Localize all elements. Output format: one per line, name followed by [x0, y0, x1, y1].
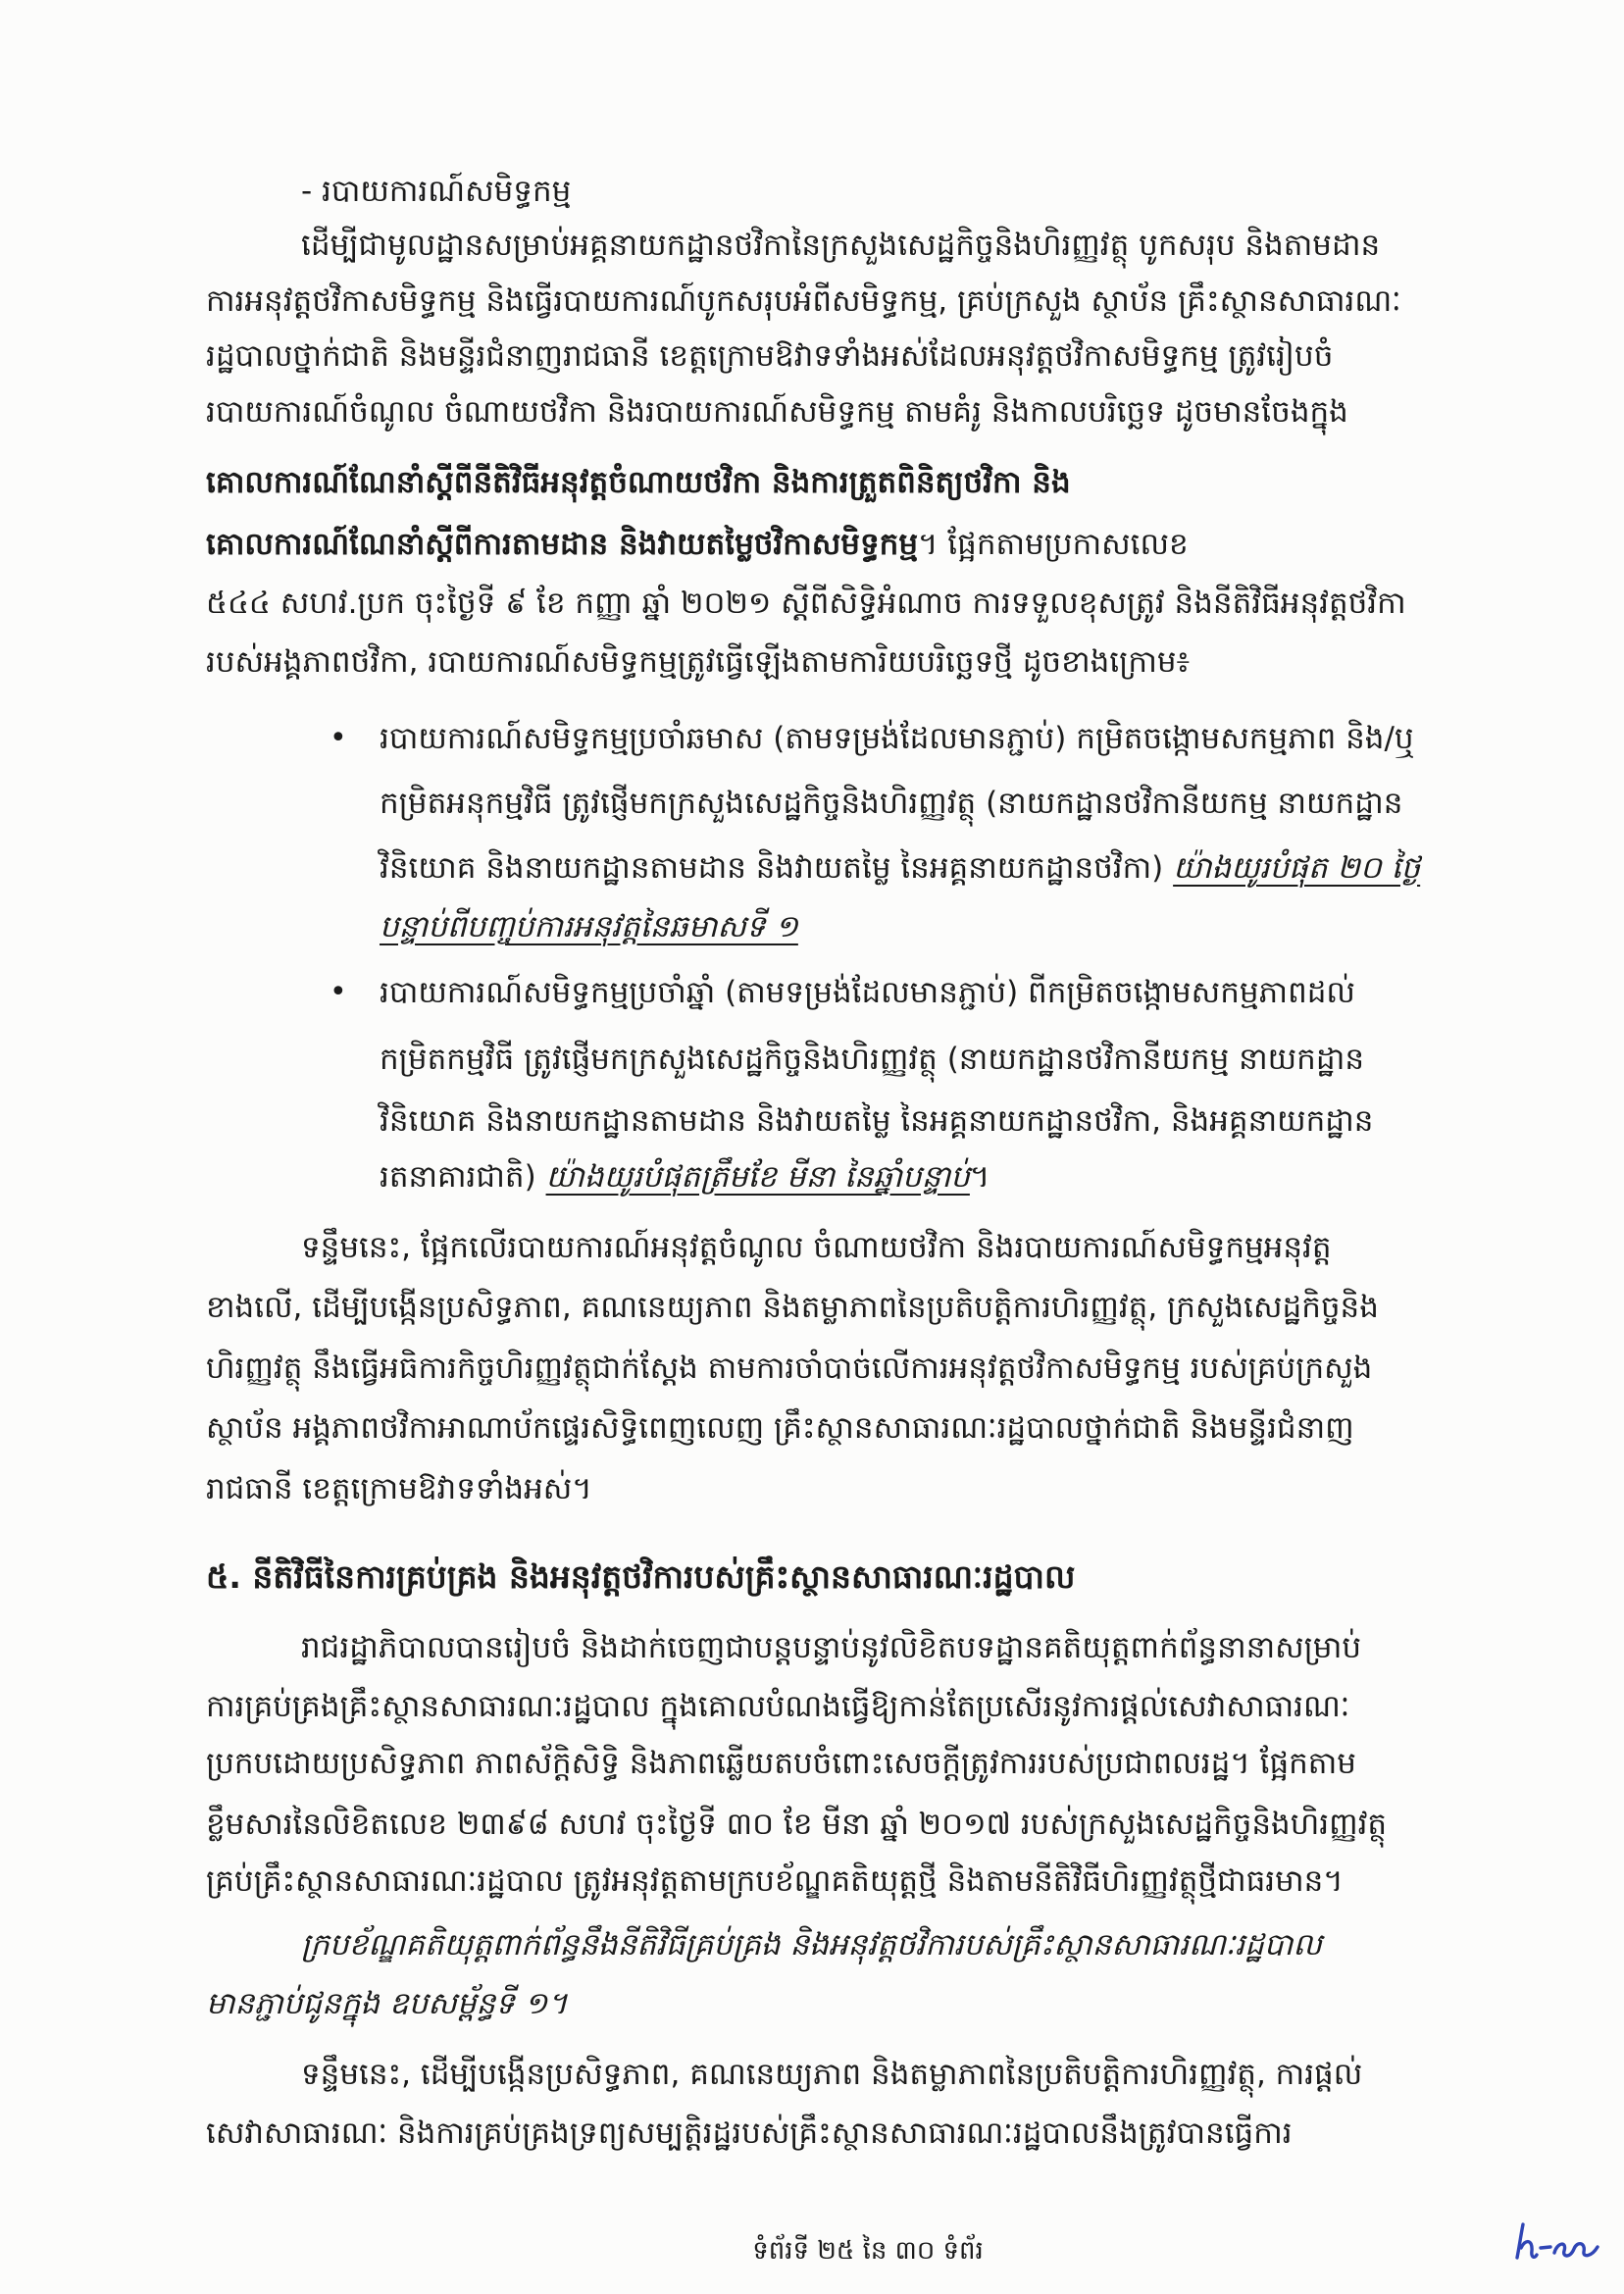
paragraph-line: របស់អង្គភាពថវិកា, របាយការណ៍សមិទ្ធកម្មត្រូវធ្វើឡើងតាមការិយបរិច្ឆេទថ្មី ដូចខាងក្រោម៖	[206, 644, 1191, 680]
paragraph-line: ស្ថាប័ន អង្គភាពថវិកាអាណាប័កផ្ទេរសិទ្ធិពេញលេញ គ្រឹះស្ថានសាធារណៈរដ្ឋបាលថ្នាក់ជាតិ និងមន្ទីរជំនាញ	[206, 1410, 1354, 1446]
handwritten-initials	[1508, 2218, 1602, 2268]
paragraph-line: ទន្ទឹមនេះ, ផ្អែកលើរបាយការណ៍អនុវត្តចំណូល ចំណាយថវិកា និងរបាយការណ៍សមិទ្ធកម្មអនុវត្ត	[301, 1230, 1332, 1265]
subsection-heading: - របាយការណ៍សមិទ្ធកម្ម	[301, 174, 572, 209]
paragraph-line: ខ្លឹមសារនៃលិខិតលេខ ២៣៩៨ សហវ ចុះថ្ងៃទី ៣០ ខែ មីនា ឆ្នាំ ២០១៧ របស់ក្រសួងសេដ្ឋកិច្ចនិងហិរញ្ញវត្ថុ	[206, 1807, 1388, 1842]
paragraph-line: ៥៤៤ សហវ.ប្រក ចុះថ្ងៃទី ៩ ខែ កញ្ញា ឆ្នាំ ២០២១ ស្តីពីសិទ្ធិអំណាច ការទទួលខុសត្រូវ និងនីតិវិធីអនុវត្តថវិកា	[206, 586, 1406, 621]
paragraph-line: រាជធានី ខេត្តក្រោមឱវាទទាំងអស់។	[206, 1471, 592, 1506]
bullet-line: កម្រិតកម្មវិធី ត្រូវផ្ញើមកក្រសួងសេដ្ឋកិច្ចនិងហិរញ្ញវត្ថុ (នាយកដ្ឋានថវិកានីយកម្ម នាយកដ្ឋាន	[380, 1042, 1365, 1077]
paragraph-line: គ្រប់គ្រឹះស្ថានសាធារណៈរដ្ឋបាល ត្រូវអនុវត្តតាមក្របខ័ណ្ឌគតិយុត្តថ្មី និងតាមនីតិវិធីហិរញ្ញវត្ថុថ្មីជាធរមាន។	[206, 1863, 1344, 1899]
paragraph-line: ការអនុវត្តថវិកាសមិទ្ធកម្ម និងធ្វើរបាយការណ៍បូកសរុបអំពីសមិទ្ធកម្ម, គ្រប់ក្រសួង ស្ថាប័ន គ្រឹះស្ថានសាធារណៈ	[206, 283, 1401, 319]
annex-note-line: ក្របខ័ណ្ឌគតិយុត្តពាក់ព័ន្ធនឹងនីតិវិធីគ្រប់គ្រង និងអនុវត្តថវិការបស់គ្រឹះស្ថានសាធារណៈរដ្ឋបាល	[301, 1927, 1322, 1963]
paragraph-line	[206, 516, 1530, 573]
paragraph-line: ដើម្បីជាមូលដ្ឋានសម្រាប់អគ្គនាយកដ្ឋានថវិកានៃក្រសួងសេដ្ឋកិច្ចនិងហិរញ្ញវត្ថុ បូកសរុប និងតាមដាន	[301, 228, 1381, 263]
paragraph-line: រដ្ឋបាលថ្នាក់ជាតិ និងមន្ទីរជំនាញរាជធានី ខេត្តក្រោមឱវាទទាំងអស់ដែលអនុវត្តថវិកាសមិទ្ធកម្ម ត្រូវរៀបចំ	[206, 338, 1334, 374]
bullet-line	[380, 1148, 1530, 1205]
deadline-emphasis: យ៉ាងយូរបំផុត ២០ ថ្ងៃ	[1173, 850, 1421, 886]
bullet-marker: •	[330, 721, 347, 755]
bullet-line: របាយការណ៍សមិទ្ធកម្មប្រចាំឆ្នាំ (តាមទម្រង់ដែលមានភ្ជាប់) ពីកម្រិតចង្កោមសកម្មភាពដល់	[380, 975, 1355, 1010]
bullet-line	[380, 840, 1530, 896]
section-heading: ៥. នីតិវិធីនៃការគ្រប់គ្រង និងអនុវត្តថវិការបស់គ្រឹះស្ថានសាធារណៈរដ្ឋបាល	[206, 1557, 1076, 1596]
bullet-line: កម្រិតអនុកម្មវិធី ត្រូវផ្ញើមកក្រសួងសេដ្ឋកិច្ចនិងហិរញ្ញវត្ថុ (នាយកដ្ឋានថវិកានីយកម្ម នាយកដ្ឋាន	[380, 786, 1403, 821]
body-text: ។	[969, 1159, 990, 1195]
body-text: រតនាគារជាតិ)	[380, 1159, 536, 1195]
deadline-emphasis: បន្ទាប់ពីបញ្ចប់ការអនុវត្តនៃឆមាសទី ១	[380, 909, 798, 944]
body-text: វិនិយោគ និងនាយកដ្ឋានតាមដាន និងវាយតម្លៃ នៃអគ្គនាយកដ្ឋានថវិកា)	[380, 850, 1164, 886]
paragraph-line: ការគ្រប់គ្រងគ្រឹះស្ថានសាធារណៈរដ្ឋបាល ក្នុងគោលបំណងធ្វើឱ្យកាន់តែប្រសើរនូវការផ្តល់សេវាសាធារណៈ	[206, 1689, 1350, 1724]
page-number: ទំព័រទី ២៥ នៃ ៣០ ទំព័រ	[752, 2236, 984, 2266]
policy-title-bold: គោលការណ៍ណែនាំស្តីពីនីតិវិធីអនុវត្តចំណាយថវិកា និងការត្រួតពិនិត្យថវិកា និង	[206, 465, 1071, 500]
bullet-line: របាយការណ៍សមិទ្ធកម្មប្រចាំឆមាស (តាមទម្រង់ដែលមានភ្ជាប់) កម្រិតចង្កោមសកម្មភាព និង/ឬ	[380, 721, 1414, 756]
paragraph-line: របាយការណ៍ចំណូល ចំណាយថវិកា និងរបាយការណ៍សមិទ្ធកម្ម តាមគំរូ និងកាលបរិច្ឆេទ ដូចមានចែងក្នុង	[206, 394, 1348, 430]
paragraph-line: រាជរដ្ឋាភិបាលបានរៀបចំ និងដាក់ចេញជាបន្តបន្ទាប់នូវលិខិតបទដ្ឋានគតិយុត្តពាក់ព័ន្ធនានាសម្រាប់	[301, 1630, 1362, 1665]
bullet-line: វិនិយោគ និងនាយកដ្ឋានតាមដាន និងវាយតម្លៃ នៃអគ្គនាយកដ្ឋានថវិកា, និងអគ្គនាយកដ្ឋាន	[380, 1103, 1374, 1139]
paragraph-line: ប្រកបដោយប្រសិទ្ធភាព ភាពស័ក្តិសិទ្ធិ និងភាពឆ្លើយតបចំពោះសេចក្តីត្រូវការរបស់ប្រជាពលរដ្ឋ។ ផ្អែកតាម	[206, 1746, 1356, 1781]
body-text: ។ ផ្អែកតាមប្រកាសលេខ	[918, 527, 1189, 562]
annex-note-line: មានភ្ជាប់ជូនក្នុង ឧបសម្ព័ន្ធទី ១។	[206, 1986, 568, 2021]
deadline-emphasis: យ៉ាងយូរបំផុតត្រឹមខែ មីនា នៃឆ្នាំបន្ទាប់	[545, 1159, 970, 1195]
paragraph-line: ខាងលើ, ដើម្បីបង្កើនប្រសិទ្ធភាព, គណនេយ្យភាព និងតម្លាភាពនៃប្រតិបត្តិការហិរញ្ញវត្ថុ, ក្រសួងសេដ្ឋកិច្ចនិង	[206, 1290, 1379, 1325]
paragraph-line: ទន្ទឹមនេះ, ដើម្បីបង្កើនប្រសិទ្ធភាព, គណនេយ្យភាព និងតម្លាភាពនៃប្រតិបត្តិការហិរញ្ញវត្ថុ, ការផ្តល់	[301, 2057, 1363, 2092]
bullet-line	[380, 898, 1530, 955]
bullet-marker: •	[330, 975, 347, 1009]
paragraph-line: សេវាសាធារណៈ និងការគ្រប់គ្រងទ្រព្យសម្បត្តិរដ្ឋរបស់គ្រឹះស្ថានសាធារណៈរដ្ឋបាលនឹងត្រូវបានធ្វើការ	[206, 2116, 1293, 2151]
policy-title-bold: គោលការណ៍ណែនាំស្តីពីការតាមដាន និងវាយតម្លៃថវិកាសមិទ្ធកម្ម	[206, 527, 919, 562]
paragraph-line: ហិរញ្ញវត្ថុ នឹងធ្វើអធិការកិច្ចហិរញ្ញវត្ថុជាក់ស្តែង តាមការចាំបាច់លើការអនុវត្តថវិកាសមិទ្ធកម្ម របស់គ្រប់ក្រសួង	[206, 1351, 1373, 1386]
